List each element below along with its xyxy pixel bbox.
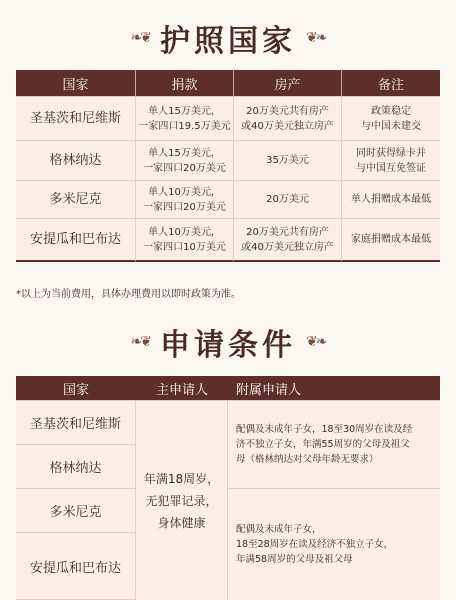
section2-heading [0, 318, 456, 366]
table-header-row [16, 376, 440, 400]
property-cell: 20万美元共有房产 或40万美元独立房产 [234, 96, 342, 140]
header-country: 国家 [16, 376, 136, 400]
country-cell: 多米尼克 [16, 180, 136, 218]
donation-cell: 单人10万美元， 一家四口20万美元 [136, 180, 234, 218]
header-property: 房产 [234, 70, 342, 96]
section1-heading [0, 16, 456, 60]
header-donation: 捐款 [136, 70, 234, 96]
dependents-cell: 配偶及未成年子女，18至30周岁在读及经 济不独立子女，年满55周岁的父母及祖父 母（格林纳达对父母年龄无要求） [228, 400, 440, 488]
country-cell: 安提瓜和巴布达 [16, 532, 136, 600]
ornament-right-icon: ❦❧ [306, 30, 326, 46]
section2-title: 申请条件 [160, 328, 296, 363]
dependents-cell: 配偶及未成年子女， 18至28周岁在读及经济不独立子女， 年满58周岁的父母及祖父母 [228, 488, 440, 600]
table-row [16, 400, 440, 444]
note-cell: 家庭捐赠成本最低 [342, 218, 440, 262]
note-cell: 政策稳定 与中国未建交 [342, 96, 440, 140]
property-cell: 35万美元 [234, 140, 342, 180]
requirements-table [16, 376, 440, 600]
table-row [16, 488, 440, 532]
note-cell: 单人捐赠成本最低 [342, 180, 440, 218]
country-cell: 格林纳达 [16, 140, 136, 180]
donation-cell: 单人15万美元， 一家四口19.5万美元 [136, 96, 234, 140]
header-note: 备注 [342, 70, 440, 96]
table-row [16, 140, 440, 180]
header-dependents: 附属申请人 [228, 376, 440, 400]
country-cell: 多米尼克 [16, 488, 136, 532]
table-row [16, 180, 440, 218]
country-cell: 安提瓜和巴布达 [16, 218, 136, 262]
footnote: *以上为当前费用，具体办理费用以即时政策为准。 [16, 289, 241, 300]
table-header-row [16, 70, 440, 96]
country-cell: 格林纳达 [16, 444, 136, 488]
donation-cell: 单人15万美元， 一家四口20万美元 [136, 140, 234, 180]
header-country: 国家 [16, 70, 136, 96]
table-row [16, 218, 440, 262]
property-cell: 20万美元共有房产 或40万美元独立房产 [234, 218, 342, 262]
property-cell: 20万美元 [234, 180, 342, 218]
header-main-applicant: 主申请人 [136, 376, 228, 400]
note-cell: 同时获得绿卡并 与中国互免签证 [342, 140, 440, 180]
ornament-left-icon: ❧❦ [130, 334, 150, 350]
donation-cell: 单人10万美元， 一家四口10万美元 [136, 218, 234, 262]
ornament-right-icon: ❦❧ [306, 334, 326, 350]
table-row [16, 96, 440, 140]
country-cell: 圣基茨和尼维斯 [16, 96, 136, 140]
section1-title: 护照国家 [160, 24, 296, 59]
ornament-left-icon: ❧❦ [130, 30, 150, 46]
country-cell: 圣基茨和尼维斯 [16, 400, 136, 444]
main-applicant-cell: 年满18周岁， 无犯罪记录， 身体健康 [136, 400, 228, 600]
passport-table [16, 70, 440, 262]
